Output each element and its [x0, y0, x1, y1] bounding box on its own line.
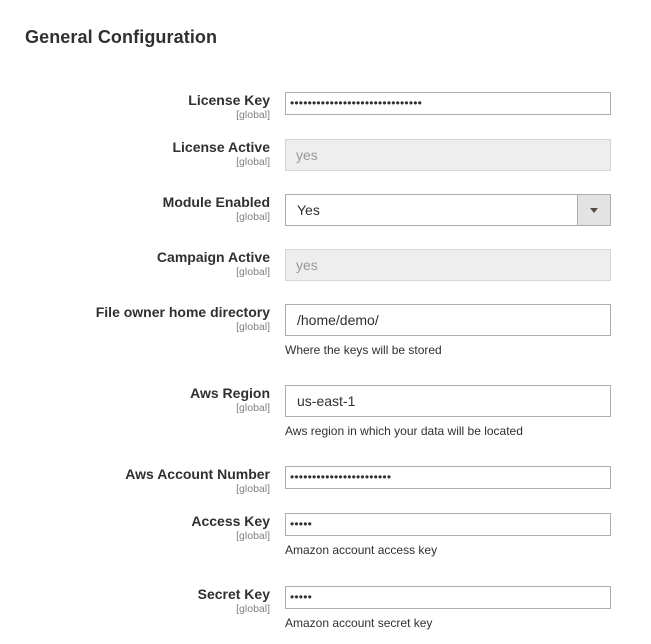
license-active-input: yes [285, 139, 611, 171]
license-active-label: License Active [172, 139, 270, 155]
access-key-input[interactable]: ••••• [285, 513, 611, 536]
aws-account-number-label: Aws Account Number [125, 466, 270, 482]
campaign-active-scope: [global] [236, 266, 270, 278]
access-key-note: Amazon account access key [285, 543, 438, 557]
aws-region-input[interactable]: us-east-1 [285, 385, 611, 417]
section-title: General Configuration [25, 27, 218, 47]
file-owner-home-note: Where the keys will be stored [285, 343, 442, 357]
secret-key-scope: [global] [236, 603, 270, 615]
file-owner-home-scope: [global] [236, 321, 270, 333]
secret-key-input[interactable]: ••••• [285, 586, 611, 609]
file-owner-home-label: File owner home directory [95, 304, 270, 320]
file-owner-home-input[interactable]: /home/demo/ [285, 304, 611, 336]
access-key-label: Access Key [191, 513, 270, 529]
campaign-active-label: Campaign Active [156, 249, 270, 265]
secret-key-note: Amazon account secret key [285, 616, 433, 630]
aws-account-number-scope: [global] [236, 483, 270, 495]
aws-region-scope: [global] [236, 402, 270, 414]
module-enabled-selected-value: Yes [297, 202, 320, 218]
module-enabled-scope: [global] [236, 211, 270, 223]
module-enabled-select[interactable] [285, 194, 611, 226]
license-key-label: License Key [188, 92, 270, 108]
campaign-active-input: yes [285, 249, 611, 281]
aws-region-label: Aws Region [190, 385, 270, 401]
aws-account-number-input[interactable]: ••••••••••••••••••••••• [285, 466, 611, 489]
license-active-scope: [global] [236, 156, 270, 168]
chevron-down-icon [590, 208, 598, 213]
secret-key-label: Secret Key [197, 586, 270, 602]
aws-region-note: Aws region in which your data will be located [285, 424, 523, 438]
license-key-scope: [global] [236, 109, 270, 121]
license-key-input[interactable]: •••••••••••••••••••••••••••••• [285, 92, 611, 115]
module-enabled-label: Module Enabled [162, 194, 270, 210]
dropdown-arrow[interactable] [577, 195, 610, 225]
access-key-scope: [global] [236, 530, 270, 542]
